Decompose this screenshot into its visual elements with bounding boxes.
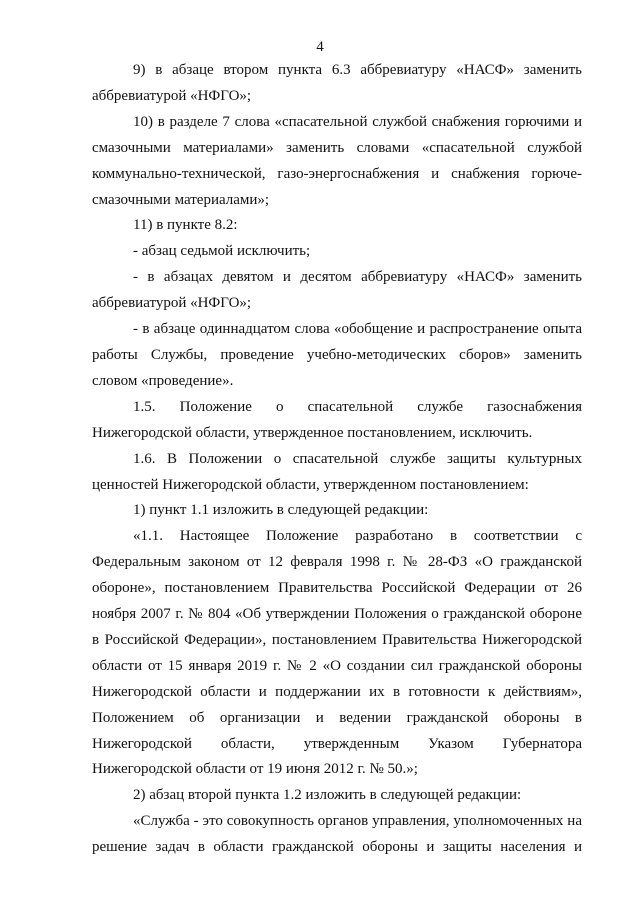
paragraph-subitem-1: 1) пункт 1.1 изложить в следующей редакции:	[133, 502, 429, 519]
paragraph-section-1-5: 1.5. Положение о спасательной службе газоснабжения Нижегородской области, утвержденное постановлением, исключить.	[92, 398, 582, 441]
paragraph-item-9: 9) в абзаце втором пункта 6.3 аббревиатуру «НАСФ» заменить аббревиатурой «НФГО»;	[92, 62, 582, 104]
paragraph-dash-2: - в абзацах девятом и десятом аббревиатуру «НАСФ» заменить аббревиатурой «НФГО»;	[92, 269, 582, 312]
paragraph-quote-service: «Служба - это совокупность органов управления, уполномоченных на решение задач в области гражданской обороны и защиты населения и	[92, 813, 582, 856]
paragraph-subitem-2: 2) абзац второй пункта 1.2 изложить в следующей редакции:	[133, 787, 522, 804]
paragraph-dash-1: - абзац седьмой исключить;	[133, 243, 311, 260]
paragraph-dash-3: - в абзаце одиннадцатом слова «обобщение и распространение опыта работы Службы, проведение учебно-методических сборов» заменить словом «проведение».	[92, 321, 582, 389]
paragraph-item-10: 10) в разделе 7 слова «спасательной службой снабжения горючими и смазочными материалами» заменить словами «спасательной службой коммунально-технической, газо-энергоснабжения и снабжения горюче-смазочными материалами»;	[92, 113, 582, 208]
paragraph-item-11: 11) в пункте 8.2:	[133, 217, 238, 234]
paragraph-section-1-6: 1.6. В Положении о спасательной службе защиты культурных ценностей Нижегородской области, утвержденном постановлением:	[92, 450, 582, 493]
page-number: 4	[316, 39, 324, 55]
paragraph-quote-1-1: «1.1. Настоящее Положение разработано в соответствии с Федеральным законом от 12 февраля 1998 г. № 28-ФЗ «О гражданской обороне», постановлением Правительства Российской Федерации от 26 ноября 2007 г. № 804 «Об утверждении Положения о гражданской обороне в Российской Федерации», постановлением Правительства Нижегородской области от 15 января 2019 г. № 2 «О создании сил гражданской обороны Нижегородской области и поддержании их в готовности к действиям», Положением об организации и ведении гражданской обороны в Нижегородской области, утвержденным Указом Губернатора Нижегородской области от 19 июня 2012 г. № 50.»;	[92, 528, 582, 778]
document-body	[92, 58, 582, 861]
